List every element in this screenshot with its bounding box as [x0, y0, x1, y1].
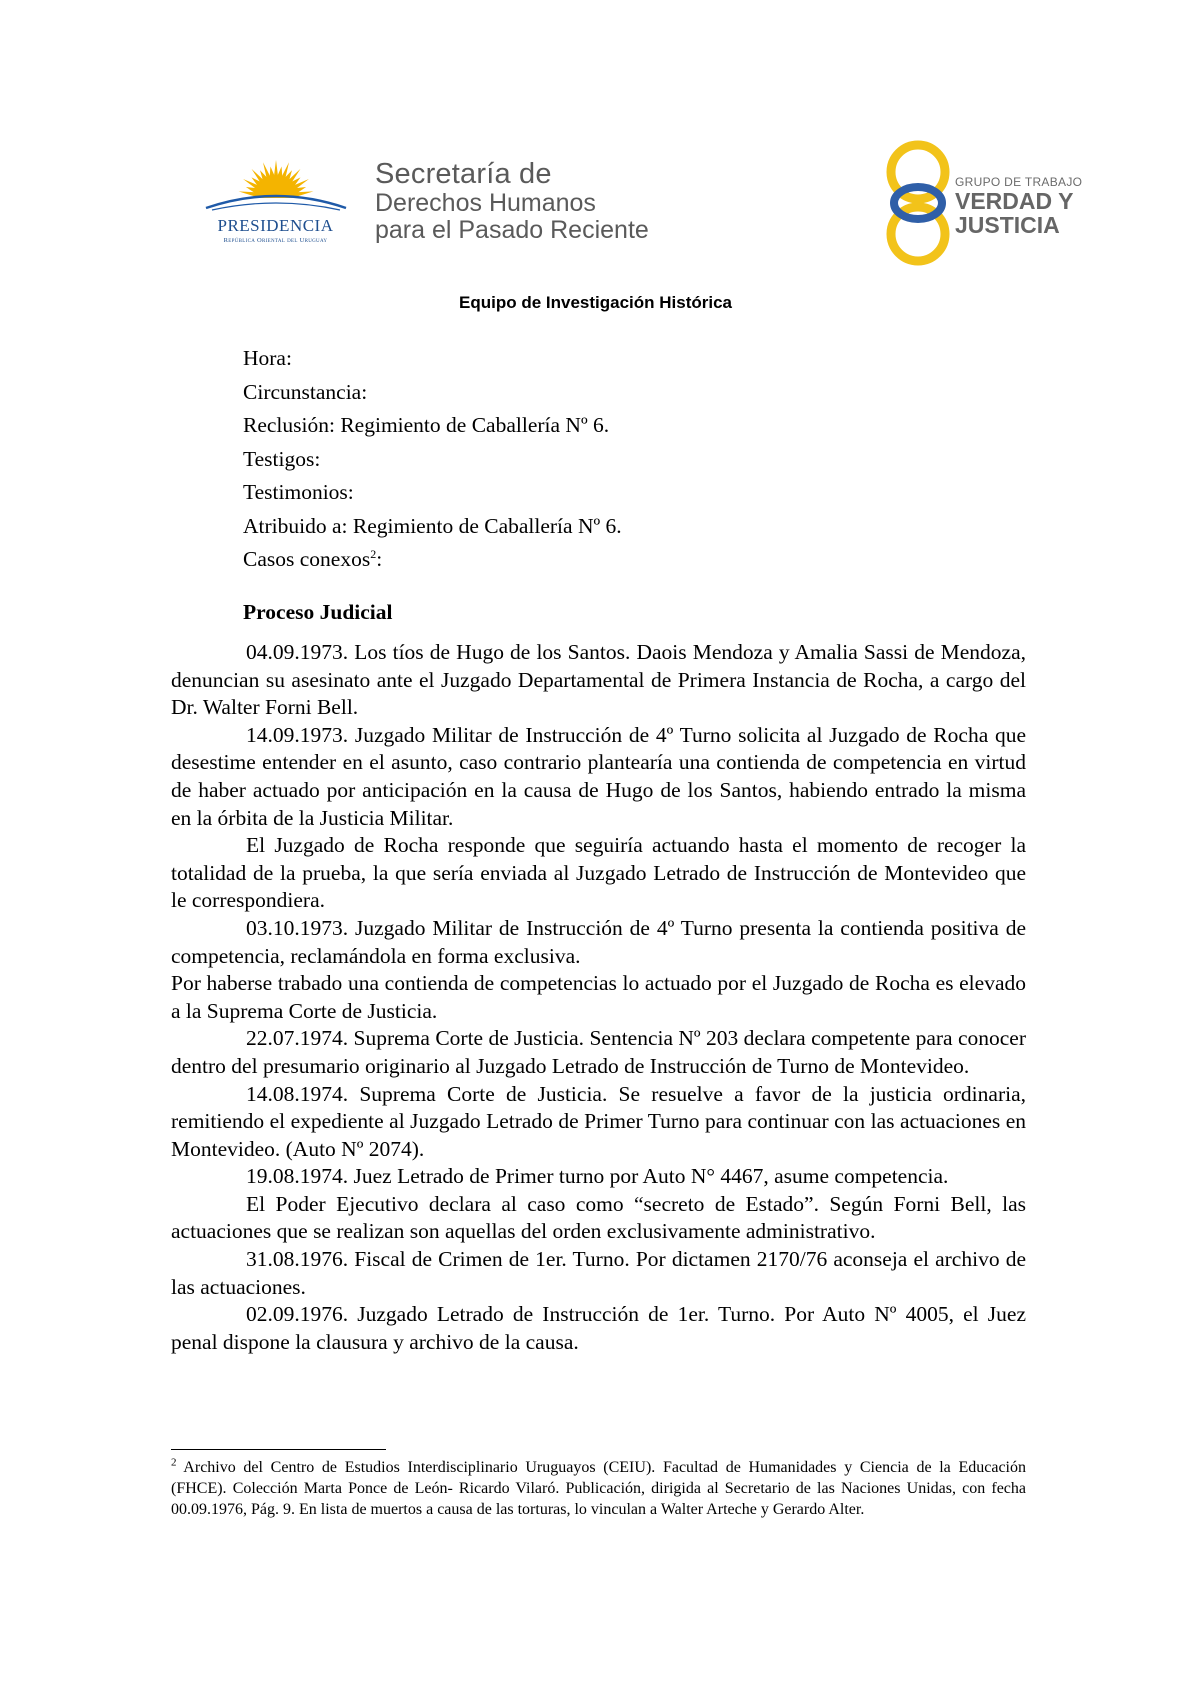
paragraph: 19.08.1974. Juez Letrado de Primer turno por Auto N° 4467, asume competencia.: [246, 1164, 949, 1189]
field-testimonios: Testimonios:: [243, 480, 354, 504]
section-title: Proceso Judicial: [243, 600, 393, 624]
field-testigos: Testigos:: [243, 446, 321, 471]
case-fields: [243, 342, 622, 577]
paragraph: 14.08.1974. Suprema Corte de Justicia. Se resuelve a favor de la justicia ordinaria, remitiendo el expediente al Juzgado Letrado de Primer Turno para continuar con las actuaciones en Montevideo. (Auto Nº 2074).: [171, 1081, 1026, 1161]
footnote-divider: [171, 1449, 386, 1450]
paragraph: 03.10.1973. Juzgado Militar de Instrucción de 4º Turno presenta la contienda positiva de competencia, reclamándola en forma exclusiva.: [171, 915, 1026, 968]
footnote-number: 2: [171, 1456, 177, 1469]
field-circunstancia: Circunstancia:: [243, 379, 368, 404]
paragraph: Por haberse trabado una contienda de competencias lo actuado por el Juzgado de Rocha es elevado a la Suprema Corte de Justicia.: [171, 971, 1026, 1023]
presidencia-subtitle: República Oriental del Uruguay: [223, 237, 328, 244]
paragraph: 14.09.1973. Juzgado Militar de Instrucción de 4º Turno solicita al Juzgado de Rocha que desestime entender en el asunto, caso contrario plantearía una contienda de competencia en virtud de haber actuado por anticipación en la causa de Hugo de los Santos, habiendo entrado la misma en la órbita de la Justicia Militar.: [171, 722, 1026, 830]
grupo-trabajo-label: GRUPO DE TRABAJO: [955, 175, 1083, 189]
field-atribuido: Atribuido a: Regimiento de Caballería Nº 6.: [243, 513, 622, 538]
body-text: [171, 639, 1026, 1356]
field-reclusion: Reclusión: Regimiento de Caballería Nº 6.: [243, 413, 610, 437]
paragraph: 02.09.1976. Juzgado Letrado de Instrucción de 1er. Turno. Por Auto Nº 4005, el Juez penal dispone la clausura y archivo de la causa.: [171, 1302, 1026, 1354]
secretaria-line-2: Derechos Humanos: [375, 189, 596, 217]
footnote: [171, 1457, 1026, 1520]
team-title: Equipo de Investigación Histórica: [459, 293, 732, 312]
presidencia-logo: [198, 150, 353, 250]
footnote-text: Archivo del Centro de Estudios Interdisciplinario Uruguayos (CEIU). Facultad de Humanidades y Ciencia de la Educación (FHCE). Colección Marta Ponce de León- Ricardo Vilaró. Publicación, dirigida al Secretario de las Naciones Unidas, con fecha 00.09.1976, Pág. 9. En lista de muertos a causa de las torturas, lo vinculan a Walter Arteche y Gerardo Alter.: [171, 1459, 1026, 1518]
secretaria-title: [375, 160, 649, 243]
secretaria-line-1: Secretaría de: [375, 158, 552, 190]
paragraph: El Juzgado de Rocha responde que seguiría actuando hasta el momento de recoger la totalidad de la prueba, la que sería enviada al Juzgado Letrado de Instrucción de Montevideo que le correspondiera.: [171, 833, 1026, 913]
paragraph: 22.07.1974. Suprema Corte de Justicia. Sentencia Nº 203 declara competente para conocer dentro del presumario originario al Juzgado Letrado de Instrucción de Turno de Montevideo.: [171, 1026, 1026, 1078]
grupo-trabajo-text: [955, 175, 1082, 237]
field-casos-conexos: [243, 543, 622, 577]
footnote-ref[interactable]: 2: [370, 546, 377, 561]
field-hora: Hora:: [243, 346, 292, 370]
paragraph: 04.09.1973. Los tíos de Hugo de los Santos. Daois Mendoza y Amalia Sassi de Mendoza, denuncian su asesinato ante el Juzgado Departamental de Primera Instancia de Rocha, a cargo del Dr. Walter Forni Bell.: [171, 640, 1026, 720]
casos-colon: :: [376, 547, 383, 571]
verdad-label: VERDAD Y: [955, 188, 1074, 214]
casos-label: Casos conexos: [243, 547, 371, 571]
paragraph: 31.08.1976. Fiscal de Crimen de 1er. Turno. Por dictamen 2170/76 aconseja el archivo de las actuaciones.: [171, 1247, 1026, 1299]
presidencia-name: PRESIDENCIA: [217, 216, 334, 235]
justicia-label: JUSTICIA: [955, 212, 1060, 238]
paragraph: El Poder Ejecutivo declara al caso como “secreto de Estado”. Según Forni Bell, las actuaciones que se realizan son aquellas del orden exclusivamente administrativo.: [171, 1191, 1026, 1244]
interlocking-rings-icon: [880, 138, 960, 268]
secretaria-line-3: para el Pasado Reciente: [375, 216, 649, 244]
